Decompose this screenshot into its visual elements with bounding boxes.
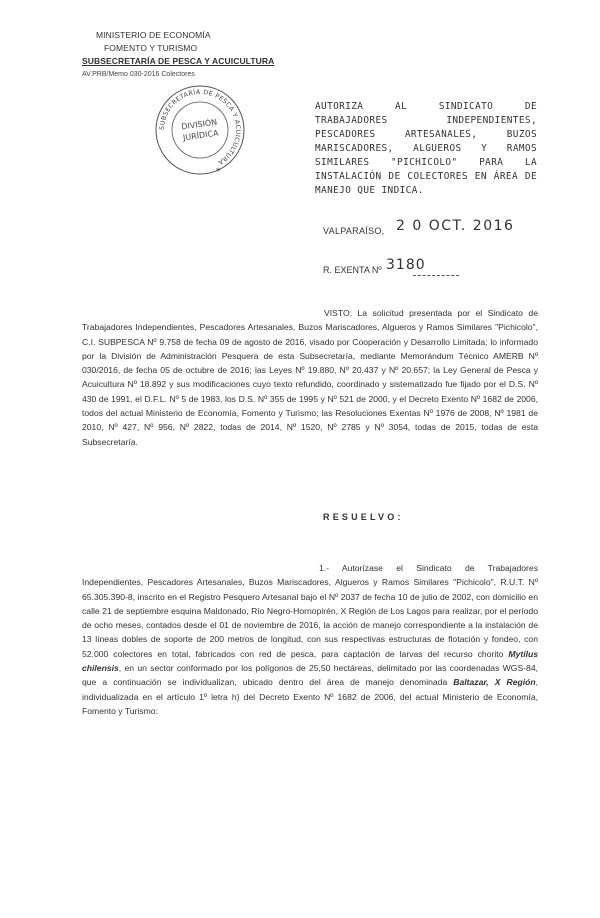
article-1-paragraph: [82, 561, 538, 718]
visto-paragraph: [82, 306, 538, 449]
stamp-ring-text: SUBSECRETARÍA DE PESCA Y ACUICULTURA: [158, 88, 242, 166]
visto-lead: VISTO:: [324, 308, 353, 318]
resolution-number-label: R. EXENTA Nº: [323, 265, 382, 275]
resolution-number-underline: [413, 275, 459, 276]
stamp-seal-graphic: [152, 82, 248, 178]
subsecretariat-name: [82, 56, 274, 67]
stamp-center-line1: DIVISIÓN: [180, 117, 218, 132]
article-1-species: Mytilus chilensis: [82, 648, 539, 674]
article-1-lead: 1.- Autorízase el Sindicato de Trabajadores Independientes, Pescadores Artesanales, Buzos Mariscadores, Algueros y Ramos Similares "Pichicolo", R.U.T. Nº 65.305.390-8, inscrito en el Registro Pesquero Artesanal bajo el Nº 2037 de fecha 10 de julio de 2002, con domicilio en calle 21 de septiembre esquina Maldonado, Río Negro-Hornopirén, X Región de Los Lagos para realizar, por el período de ocho meses, contados desde el 01 de noviembre de 2016, la acción de manejo correspondiente a la instalación de 13 líneas dobles de soporte de 200 metros de longitud, con sus respectivas estructuras de flotación y fondeo, con 52.000 colectores en total, fabricados con red de pesca, para captación de larvas del recurso chorito: [82, 563, 538, 659]
memo-reference: AV.PRB/Memo 030-2016 Colectores: [82, 71, 195, 78]
stamp-center-line2: JURÍDICA: [182, 128, 220, 143]
resolution-title: AUTORIZA AL SINDICATO DE TRABAJADORES INDEPENDIENTES, PESCADORES ARTESANALES, BUZOS MARISCADORES, ALGUEROS Y RAMOS SIMILARES "PICHICOLO" PARA LA INSTALACIÓN DE COLECTORES EN ÁREA DE MANEJO QUE INDICA.: [315, 101, 537, 196]
visto-text: La solicitud presentada por el Sindicato de Trabajadores Independientes, Pescadores Artesanales, Buzos Mariscadores, Algueros y Ramos Similares "Pichicolo", C.I. SUBPESCA Nº 9.758 de fecha 09 de agosto de 2016, visado por Cooperación y Desarrollo Limitada; lo informado por la División de Administración Pesquera de esta Subsecretaría, mediante Memorándum Técnico AMERB Nº 030/2016, de fecha 05 de octubre de 2016; las Leyes Nº 19.880, Nº 20.437 y Nº 20.657; la Ley General de Pesca y Acuicultura Nº 18.892 y sus modificaciones cuyo texto refundido, coordinado y sistematizado fue fijado por el D.S. Nº 430 de 1991, el D.F.L. Nº 5 de 1983, los D.S. Nº 355 de 1995 y Nº 521 de 2000, y el Decreto Exento Nº 1682 de 2006, todos del actual Ministerio de Economía, Fomento y Turismo; las Resoluciones Exentas Nº 1976 de 2008, Nº 1981 de 2010, Nº 427, Nº 956, Nº 2822, todas de 2014, Nº 1520, Nº 2785 y Nº 3054, todas de 2015, todas de esta Subsecretaría.: [82, 308, 538, 447]
article-1-tail: , individualizada en el artículo 1º letra h) del Decreto Exento Nº 1682 de 2006, del actual Ministerio de Economía, Fomento y Turismo:: [82, 677, 538, 716]
ministry-subtitle: FOMENTO Y TURISMO: [104, 43, 198, 53]
article-1-area: Baltazar, X Región: [453, 677, 536, 688]
date-stamp: 2 0 OCT. 2016: [396, 218, 515, 234]
resolution-number: 3180: [386, 257, 426, 273]
resuelvo-heading: RESUELVO:: [323, 512, 404, 522]
stamp-star-mark: *: [215, 167, 221, 177]
ministry-name: MINISTERIO DE ECONOMÍA: [96, 30, 211, 40]
date-place-label: VALPARAÍSO,: [323, 226, 385, 236]
legal-division-stamp: [152, 82, 248, 178]
article-1-mid: , en un sector conformado por los polígonos de 25,50 hectáreas, delimitado por las coordenadas WGS-84, que a continuación se individualizan, ubicado dentro del área de manejo denominada: [82, 663, 538, 688]
subsecretariat-name-text: SUBSECRETARÍA DE PESCA Y ACUICULTURA: [82, 56, 275, 66]
